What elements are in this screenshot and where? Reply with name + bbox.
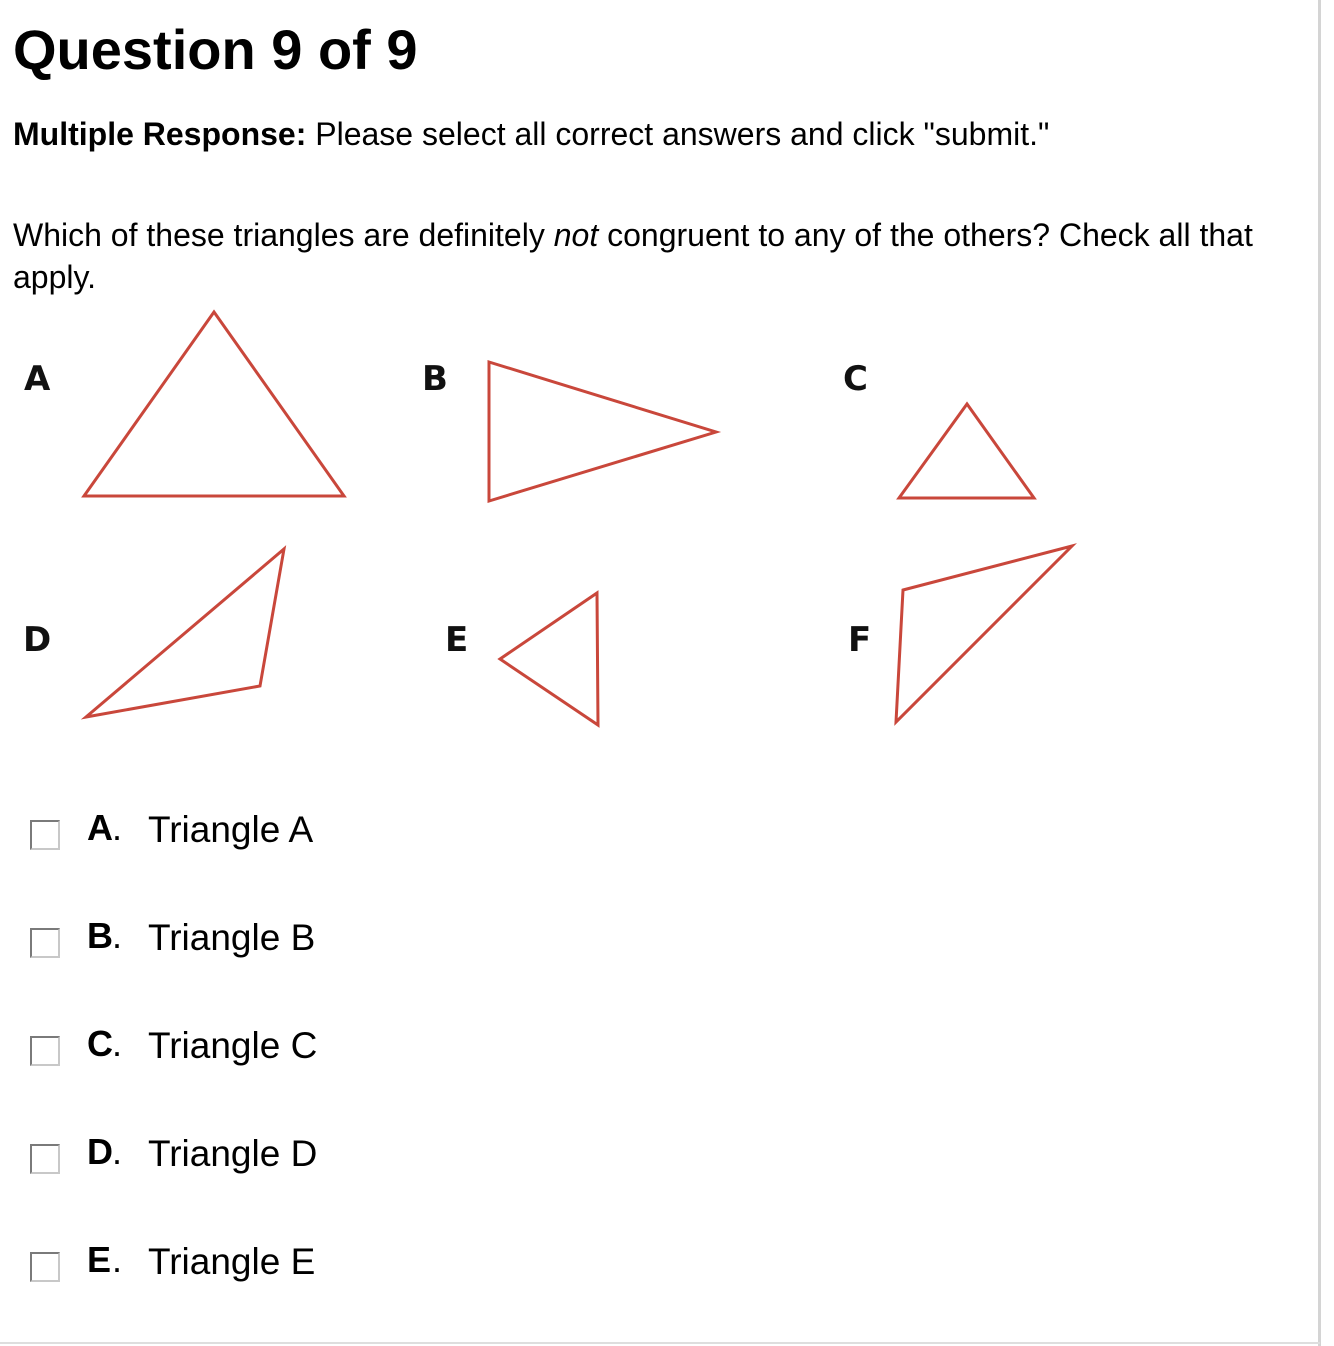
- choice-separator: .: [112, 1239, 123, 1280]
- instructions-text: Please select all correct answers and click "submit.": [315, 116, 1050, 152]
- choice-separator: .: [112, 915, 123, 956]
- prompt-emphasis: not: [553, 217, 599, 253]
- triangle-c: [899, 404, 1034, 498]
- choice-b-checkbox[interactable]: [30, 928, 60, 958]
- figure-label-a: A: [24, 359, 51, 399]
- choice-e-checkbox[interactable]: [30, 1252, 60, 1282]
- figure-label-b: B: [422, 359, 448, 399]
- choice-a-checkbox[interactable]: [30, 820, 60, 850]
- choice-c-checkbox[interactable]: [30, 1036, 60, 1066]
- answer-choices: [28, 798, 628, 1338]
- triangles-figure: [0, 295, 1320, 755]
- choice-b[interactable]: [28, 906, 628, 1014]
- prompt-text-after: congruent to any of the others? Check all that apply.: [13, 217, 1253, 295]
- choice-label[interactable]: Triangle D: [148, 1133, 318, 1174]
- figure-label-d: D: [23, 620, 52, 660]
- figure-label-e: E: [445, 620, 469, 660]
- choice-d[interactable]: [28, 1122, 628, 1230]
- choice-d-checkbox[interactable]: [30, 1144, 60, 1174]
- choice-a[interactable]: [28, 798, 628, 906]
- triangle-a: [84, 312, 344, 496]
- page-title: Question 9 of 9: [13, 18, 418, 81]
- question-type-label: Multiple Response:: [13, 116, 307, 152]
- question-instructions: [13, 112, 1049, 156]
- choice-separator: .: [112, 1023, 123, 1064]
- triangle-d: [86, 549, 284, 717]
- choice-e[interactable]: [28, 1230, 628, 1338]
- figure-label-f: F: [848, 620, 872, 660]
- choice-label[interactable]: Triangle B: [148, 917, 316, 958]
- choice-letter: C: [87, 1023, 113, 1064]
- choice-letter: D: [87, 1131, 113, 1172]
- figure-label-c: C: [843, 359, 868, 399]
- prompt-text-before: Which of these triangles are definitely: [13, 217, 554, 253]
- choice-label[interactable]: Triangle A: [148, 809, 314, 850]
- choice-letter: E: [87, 1239, 112, 1280]
- choice-label[interactable]: Triangle C: [148, 1025, 318, 1066]
- triangle-e: [500, 593, 598, 725]
- choice-separator: .: [112, 807, 123, 848]
- choice-label[interactable]: Triangle E: [148, 1241, 316, 1282]
- page-bottom-border: [0, 1342, 1320, 1344]
- question-prompt: [13, 214, 1308, 298]
- choice-letter: B: [87, 915, 113, 956]
- choice-c[interactable]: [28, 1014, 628, 1122]
- choice-separator: .: [112, 1131, 123, 1172]
- triangle-b: [489, 362, 716, 501]
- triangle-f: [896, 546, 1072, 722]
- choice-letter: A: [87, 807, 113, 848]
